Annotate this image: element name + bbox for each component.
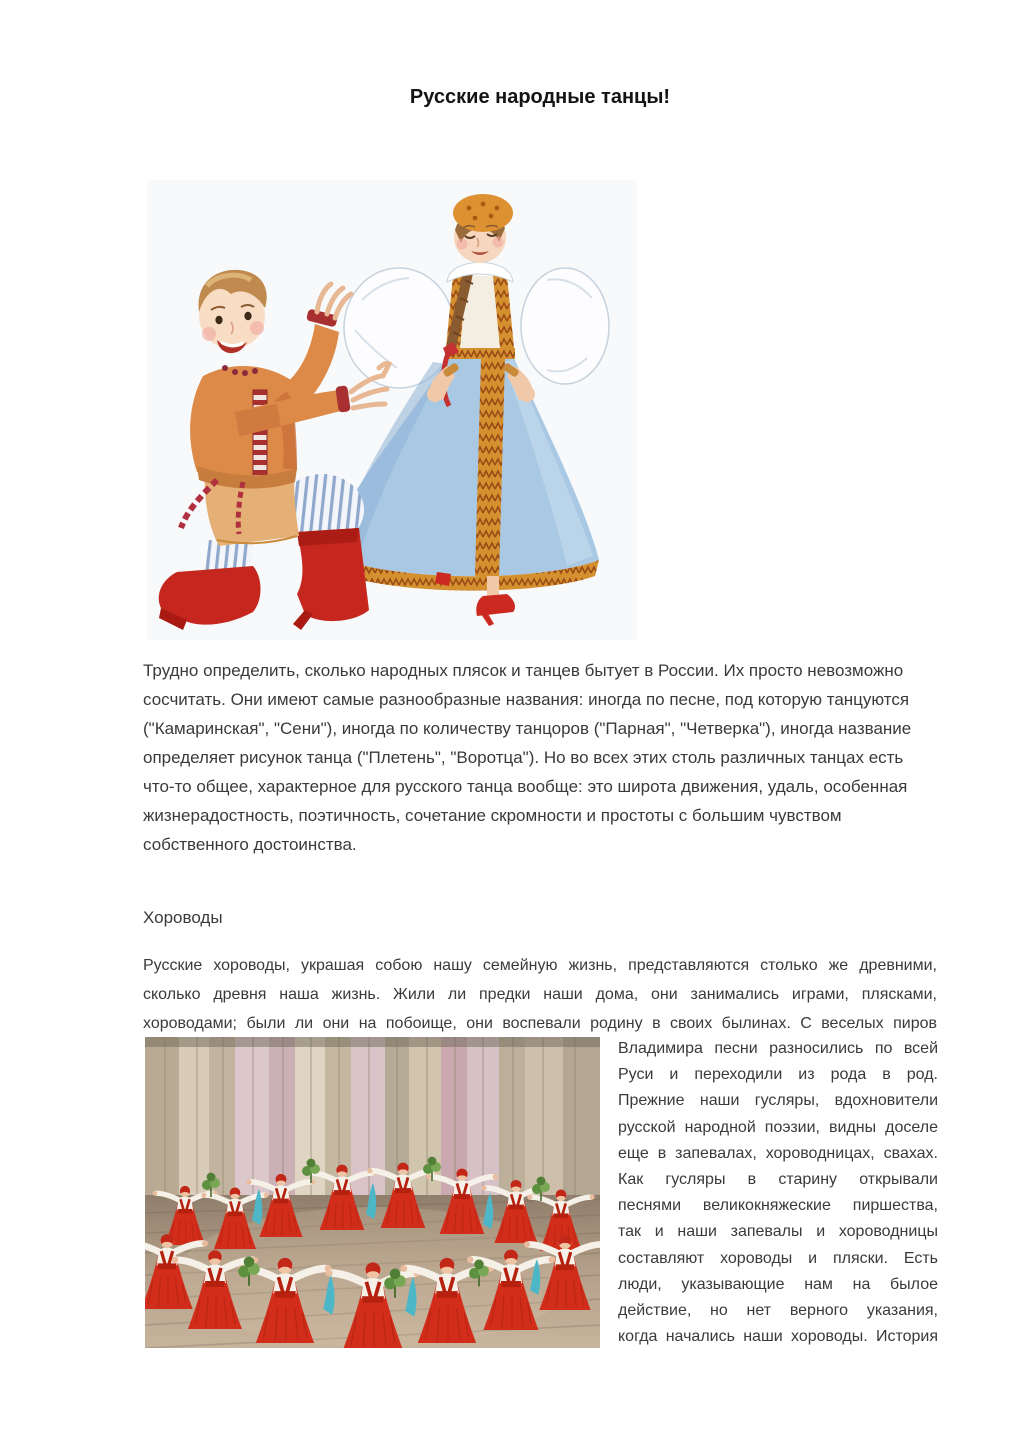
dancing-couple-svg: [147, 180, 637, 640]
paragraph-line: составляют хороводы и пляски. Есть: [618, 1249, 938, 1267]
paragraph-line: русской народной поэзии, видны доселе: [618, 1118, 938, 1136]
paragraph-line: сосчитать. Они имеют самые разнообразные названия: иногда по песне, под которую танцуются: [143, 690, 910, 709]
khorovod-paragraph-intro: [143, 951, 937, 1038]
paragraph-line: собственного достоинства.: [143, 835, 357, 854]
paragraph-line: так и наши запевалы и хороводницы: [618, 1223, 938, 1241]
paragraph-line: жизнерадостность, поэтичность, сочетание скромности и простоты с большим чувством: [143, 806, 842, 825]
khorovod-stage-photo: [145, 1037, 600, 1353]
page-title: Русские народные танцы!: [409, 86, 671, 108]
paragraph-line: люди, указывающие нам на былое: [618, 1275, 938, 1293]
paragraph-line: ("Камаринская", "Сени"), иногда по количеству танцоров ("Парная", "Четверка"), иногда название: [143, 719, 912, 738]
section-heading: Хороводы: [143, 908, 223, 927]
paragraph-line: хороводами; были ли они на побоище, они воспевали родину в своих былинах. С веселых пиров: [143, 1015, 937, 1032]
dancing-couple-illustration: [147, 180, 637, 645]
paragraph-line: Русские хороводы, украшая собою нашу семейную жизнь, представляются столько же древними,: [143, 957, 937, 974]
intro-paragraph: [143, 656, 943, 859]
paragraph-line: еще в запевалах, хороводницах, свахах.: [618, 1144, 938, 1162]
paragraph-line: когда начались наши хороводы. История: [618, 1328, 938, 1346]
paragraph-line: Руси и переходили из рода в род.: [618, 1066, 938, 1084]
paragraph-line: Трудно определить, сколько народных плясок и танцев бытует в России. Их просто невозможно: [143, 661, 904, 680]
khorovod-paragraph-column: [618, 1036, 938, 1350]
paragraph-line: песнями великокняжеские пиршества,: [618, 1197, 938, 1215]
paragraph-line: действие, но нет верного указания,: [618, 1301, 938, 1319]
paragraph-line: Как гусляры в старину открывали: [618, 1170, 938, 1188]
paragraph-line: сколько древня наша жизнь. Жили ли предки наши дома, они занимались играми, плясками,: [143, 986, 937, 1003]
paragraph-line: Прежние наши гусляры, вдохновители: [618, 1092, 938, 1110]
paragraph-line: что-то общее, характерное для русского танца вообще: это широта движения, удаль, особенная: [143, 777, 908, 796]
khorovod-stage-svg: [145, 1037, 600, 1348]
paragraph-line: определяет рисунок танца ("Плетень", "Воротца"). Но во всех этих столь различных танцах есть: [143, 748, 904, 767]
paragraph-line: Владимира песни разносились по всей: [618, 1040, 938, 1057]
